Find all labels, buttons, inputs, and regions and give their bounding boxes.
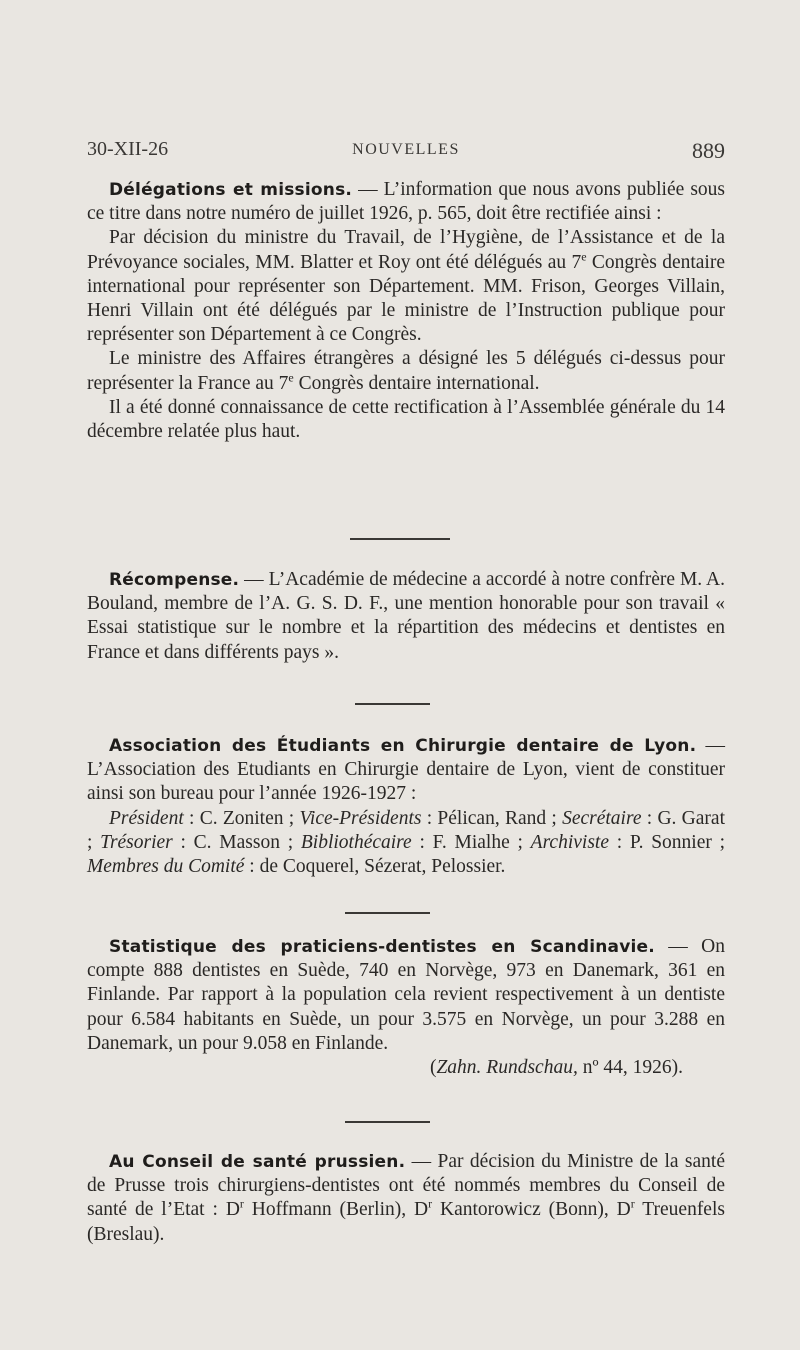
section-recompense: [87, 568, 725, 665]
office-holder: : G. Garat ;: [87, 807, 725, 853]
office-label: Archiviste: [530, 831, 609, 853]
section-divider: [350, 538, 450, 540]
citation-rest: nº 44, 1926).: [577, 1057, 683, 1079]
paragraph-text: Hoffmann (Berlin), D: [243, 1199, 429, 1221]
paragraph: [87, 1150, 725, 1247]
paragraph: [87, 226, 725, 347]
office-label: Président: [109, 807, 184, 829]
office-holder: : de Coquerel, Sézerat, Pelossier.: [244, 856, 506, 878]
office-holder: : F. Mialhe ;: [411, 831, 531, 853]
paragraph-text: Le ministre des Affaires étrangères a désigné les 5 délégués ci-dessus pour représenter la France au 7: [87, 348, 725, 394]
paragraph: [87, 935, 725, 1056]
section-divider: [345, 1121, 430, 1123]
section-statistique: [87, 935, 725, 1080]
citation-source: Zahn. Rundschau,: [436, 1057, 578, 1079]
section-divider: [355, 703, 430, 705]
paragraph-text: — L’information que nous avons publiée sous ce titre dans notre numéro de juillet 1926, p. 565, doit être rectifiée ainsi :: [87, 179, 725, 225]
office-holder: : Pélican, Rand ;: [421, 807, 563, 829]
paragraph-text: — On compte 888 dentistes en Suède, 740 en Norvège, 973 en Danemark, 361 en Finlande. Par rapport à la population cela revient respectivement à un dentiste pour 6.584 habitants en Suède, un pour 3.575 en Norvège, un pour 3.288 en Danemark, un pour 9.058 en Finlande.: [87, 936, 725, 1054]
superscript: r: [630, 1196, 635, 1211]
superscript: e: [581, 249, 587, 264]
page-number: 889: [692, 138, 725, 163]
office-holder: : C. Masson ;: [172, 831, 301, 853]
section-heading: Délégations et missions.: [109, 180, 353, 200]
paragraph: [87, 568, 725, 665]
superscript: r: [239, 1196, 244, 1211]
office-label: Trésorier: [100, 831, 173, 853]
paragraph-text: — L’Association des Etudiants en Chirurgie dentaire de Lyon, vient de constituer ainsi son bureau pour l’année 1926-1927 :: [87, 735, 726, 805]
office-label: Secrétaire: [562, 807, 642, 829]
section-conseil: [87, 1150, 725, 1247]
office-holder: : P. Sonnier ;: [609, 831, 726, 853]
paragraph-text: Treuenfels (Breslau).: [87, 1199, 725, 1245]
header-title: NOUVELLES: [352, 141, 460, 158]
office-label: Vice-Présidents: [299, 807, 422, 829]
paragraph: [87, 734, 725, 807]
section-delegations: [87, 178, 725, 444]
section-heading: Au Conseil de santé prussien.: [109, 1152, 406, 1172]
section-heading: Récompense.: [109, 570, 240, 590]
paragraph-text: — Par décision du Ministre de la santé de Prusse trois chirurgiens-dentistes ont été nommés membres du Conseil de santé de l’Etat : D: [87, 1151, 725, 1221]
paragraph: [87, 178, 725, 226]
paragraph: [87, 347, 725, 395]
office-label: Membres du Comité: [87, 856, 245, 878]
paragraph-text: Kantorowicz (Bonn), D: [432, 1199, 631, 1221]
running-header: [87, 138, 725, 168]
section-association: [87, 734, 725, 879]
superscript: r: [428, 1196, 433, 1211]
paragraph-text: Congrès dentaire international.: [293, 372, 540, 394]
paragraph-text: Congrès dentaire international pour représenter son Département. MM. Frison, Georges Villain, Henri Villain ont été délégués par le ministre de l’Instruction publique pour représenter son Département à ce Congrès.: [87, 251, 726, 346]
officers-list: [87, 807, 725, 880]
header-date: 30-XII-26: [87, 138, 169, 160]
office-holder: : C. Zoniten ;: [183, 807, 300, 829]
section-divider: [345, 912, 430, 914]
superscript: e: [288, 370, 294, 385]
office-label: Bibliothécaire: [300, 831, 412, 853]
paragraph-text: Par décision du ministre du Travail, de l’Hygiène, de l’Assistance et de la Prévoyance sociales, MM. Blatter et Roy ont été délégués au 7: [87, 227, 725, 273]
paragraph-text: — L’Académie de médecine a accordé à notre confrère M. A. Bouland, membre de l’A. G. S. D. F., une mention honorable pour son travail « Essai statistique sur le nombre et la répartition des médecins et dentistes en France et dans différents pays ».: [87, 569, 725, 663]
section-heading: Association des Étudiants en Chirurgie dentaire de Lyon.: [109, 736, 697, 756]
citation: (Zahn. Rundschau, nº 44, 1926).: [429, 1057, 683, 1079]
section-heading: Statistique des praticiens-dentistes en Scandinavie.: [109, 937, 655, 957]
paragraph: Il a été donné connaissance de cette rectification à l’Assemblée générale du 14 décembre relatée plus haut.: [87, 396, 725, 443]
